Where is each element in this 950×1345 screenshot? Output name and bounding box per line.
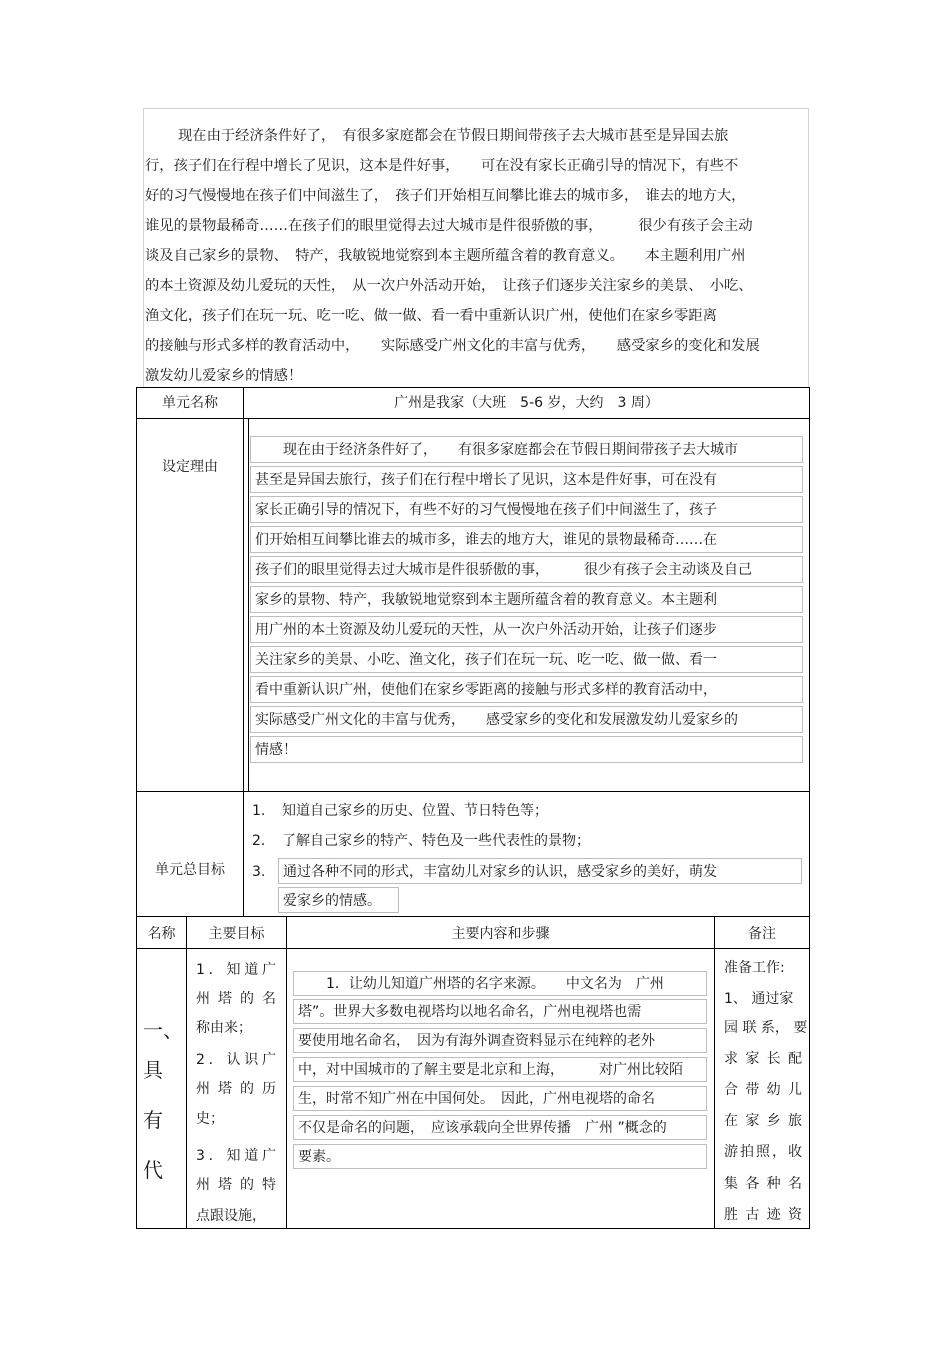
intro-line: 好的习气慢慢地在孩子们中间滋生了， 孩子们开始相互间攀比谁去的城市多， 谁去的地方大， <box>145 188 746 204</box>
row-goal-line: 史； <box>196 1111 224 1127</box>
intro-line: 行，孩子们在行程中增长了见识，这本是件好事， 可在没有家长正确引导的情况下，有些不 <box>145 158 739 174</box>
content-line: 要使用地名命名， 因为有海外调查资料显示在纯粹的老外 <box>293 1028 707 1053</box>
row-goal-line: 州 塔 的 历 <box>196 1081 276 1097</box>
goal-num: 1. <box>252 803 266 819</box>
col-note-header: 备注 <box>748 926 776 942</box>
goal-text: 了解自己家乡的特产、特色及一些代表性的景物； <box>282 833 590 849</box>
intro-line: 激发幼儿爱家乡的情感！ <box>145 368 303 384</box>
row-goal-line: 州 塔 的 特 <box>196 1177 276 1193</box>
col-content-header: 主要内容和步骤 <box>451 926 550 942</box>
reason-line: 情感！ <box>250 736 803 763</box>
reason-line: 们开始相互间攀比谁去的城市多，谁去的地方大，谁见的景物最稀奇……在 <box>250 526 803 553</box>
goal-text-box: 通过各种不同的形式，丰富幼儿对家乡的认识，感受家乡的美好，萌发 <box>278 858 802 884</box>
row-goal-line: 点跟设施， <box>196 1208 266 1224</box>
reason-line: 孩子们的眼里觉得去过大城市是件很骄傲的事， 很少有孩子会主动谈及自己 <box>250 556 803 583</box>
reason-line: 看中重新认识广州，使他们在家乡零距离的接触与形式多样的教育活动中， <box>250 676 803 703</box>
note-line: 园 联 系， 要 <box>724 1020 808 1036</box>
col-goal-header: 主要目标 <box>208 926 265 942</box>
content-line: 中，对中国城市的了解主要是北京和上海， 对广州比较陌 <box>293 1057 707 1082</box>
reason-line: 甚至是异国去旅行，孩子们在行程中增长了见识，这本是件好事，可在没有 <box>250 466 803 493</box>
row-goal-line: 3．知道广 <box>196 1148 276 1164</box>
note-line: 求 家 长 配 <box>724 1051 802 1067</box>
reason-line: 家乡的景物、特产，我敏锐地觉察到本主题所蕴含着的教育意义。本主题利 <box>250 586 803 613</box>
row-name-char: 有 <box>143 1108 163 1132</box>
col-name-header: 名称 <box>147 926 176 942</box>
row-goal-line: 称由来； <box>196 1020 252 1036</box>
reason-line: 实际感受广州文化的丰富与优秀， 感受家乡的变化和发展激发幼儿爱家乡的 <box>250 706 803 733</box>
intro-line: 渔文化，孩子们在玩一玩、吃一吃、做一做、看一看中重新认识广州，使他们在家乡零距离 <box>145 308 717 324</box>
content-line: 生，时常不知广州在中国何处。 因此，广州电视塔的命名 <box>293 1086 707 1111</box>
note-line: 准备工作: <box>724 960 785 976</box>
note-line: 集 各 种 名 <box>724 1176 802 1192</box>
intro-line: 谁见的景物最稀奇……在孩子们的眼里觉得去过大城市是件很骄傲的事， 很少有孩子会主动 <box>145 218 753 234</box>
row-goal-line: 州 塔 的 名 <box>196 991 276 1007</box>
content-line: 塔”。世界大多数电视塔均以地名命名，广州电视塔也需 <box>293 999 707 1024</box>
intro-line: 谈及自己家乡的景物、 特产，我敏锐地觉察到本主题所蕴含着的教育意义。 本主题利用广州 <box>145 248 746 264</box>
reason-label: 设定理由 <box>162 459 218 475</box>
goal-num: 3. <box>252 864 266 880</box>
reason-line: 家长正确引导的情况下，有些不好的习气慢慢地在孩子们中间滋生了，孩子 <box>250 496 803 523</box>
content-line: 1．让幼儿知道广州塔的名字来源。 中文名为 广州 <box>293 971 707 996</box>
unit-name-value: 广州是我家（大班 5-6 岁，大约 3 周） <box>394 395 659 411</box>
goal-text: 知道自己家乡的历史、位置、节日特色等； <box>282 803 548 819</box>
intro-line: 的本土资源及幼儿爱玩的天性， 从一次户外活动开始， 让孩子们逐步关注家乡的美景、 小吃、 <box>145 278 753 294</box>
content-line: 不仅是命名的问题， 应该承载向全世界传播 广州 ”概念的 <box>293 1115 707 1140</box>
note-line: 胜 古 迹 资 <box>724 1207 802 1223</box>
reason-line: 现在由于经济条件好了， 有很多家庭都会在节假日期间带孩子去大城市 <box>250 436 803 463</box>
goal-label: 单元总目标 <box>155 862 225 878</box>
unit-name-label: 单元名称 <box>162 395 218 411</box>
row-name-char: 代 <box>143 1158 163 1182</box>
reason-line: 用广州的本土资源及幼儿爱玩的天性，从一次户外活动开始，让孩子们逐步 <box>250 616 803 643</box>
goal-text-cont: 爱家乡的情感。 <box>278 887 399 913</box>
reason-line: 关注家乡的美景、小吃、渔文化，孩子们在玩一玩、吃一吃、做一做、看一 <box>250 646 803 673</box>
row-name-char: 一、 <box>143 1018 183 1042</box>
note-line: 游拍照，收 <box>724 1144 802 1160</box>
content-line: 要素。 <box>293 1144 707 1169</box>
row-goal-line: 2．认识广 <box>196 1052 276 1068</box>
note-line: 合 带 幼 儿 <box>724 1082 802 1098</box>
intro-line: 现在由于经济条件好了， 有很多家庭都会在节假日期间带孩子去大城市甚至是异国去旅 <box>178 128 729 144</box>
goal-num: 2. <box>252 833 266 849</box>
intro-line: 的接触与形式多样的教育活动中， 实际感受广州文化的丰富与优秀， 感受家乡的变化和发展 <box>145 338 760 354</box>
note-line: 在 家 乡 旅 <box>724 1113 802 1129</box>
row-name-char: 具 <box>143 1058 163 1082</box>
note-line: 1、 通过家 <box>724 991 794 1007</box>
intro-paragraph <box>143 108 809 387</box>
row-goal-line: 1．知道广 <box>196 962 276 978</box>
